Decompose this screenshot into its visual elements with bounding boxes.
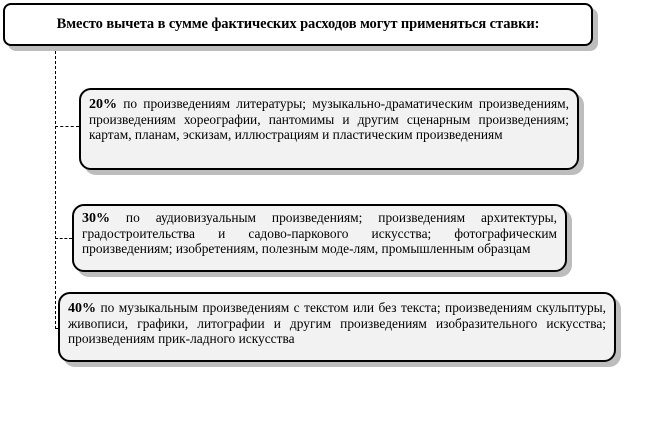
- rate-box-1: [79, 88, 579, 170]
- rate-value: 40%: [68, 301, 96, 316]
- connector-line-1: [55, 126, 79, 127]
- connector-vertical-line: [55, 46, 56, 329]
- rate-value: 20%: [89, 97, 117, 112]
- connector-line-2: [55, 238, 72, 239]
- rate-description: по аудиовизуальным произведениям; произведениям архитектуры, градостроительства и садово-паркового искусства; фотографическим произведениям; изобретениям, полезным моде-лям, промышленным образцам: [82, 210, 557, 256]
- rate-description: по произведениям литературы; музыкально-драматическим произведениям, произведениям хореографии, пантомимы и другим сценарным произведениям; картам, планам, эскизам, иллюстрациям и пластическим произведениям: [89, 96, 569, 142]
- rate-value: 30%: [82, 211, 110, 226]
- header-title: Вместо вычета в сумме фактических расходов могут применяться ставки:: [56, 16, 540, 32]
- rate-box-3: [58, 292, 616, 362]
- header-box: [3, 3, 593, 46]
- rate-box-2: [72, 204, 567, 272]
- rate-description: по музыкальным произведениям с текстом или без текста; произведениям скульптуры, живописи, графики, литографии и другим произведениям изобразительного искусства; произведениям прик-ладного искусства: [68, 300, 606, 346]
